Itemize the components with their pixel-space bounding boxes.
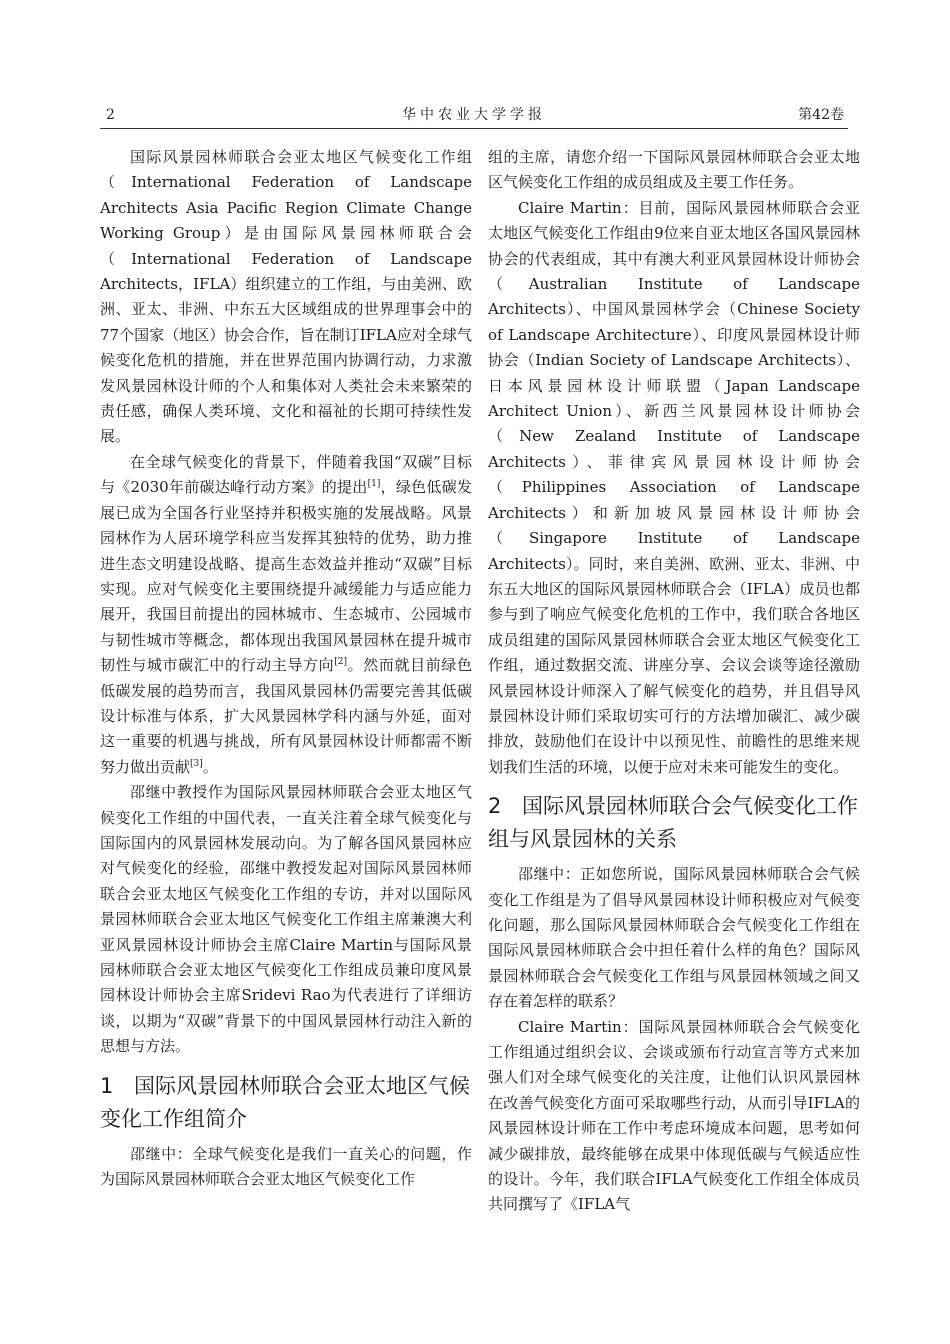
paragraph: 组的主席，请您介绍一下国际风景园林师联合会亚太地区气候变化工作组的成员组成及主要工作任务。 (488, 148, 860, 192)
section-title: 国际风景园林师联合会亚太地区气候变化工作组简介 (100, 1073, 470, 1131)
paragraph: 邵继中：全球气候变化是我们一直关心的问题，作为国际风景园林师联合会亚太地区气候变化工作 (100, 1144, 472, 1189)
text-run: 。 (202, 757, 218, 776)
left-column (100, 145, 472, 1192)
section-heading (488, 790, 860, 856)
citation-ref[interactable]: [1] (367, 479, 381, 490)
page-number: 2 (106, 107, 115, 123)
paragraph: Claire Martin：国际风景园林师联合会气候变化工作组通过组织会议、会谈或颁布行动宣言等方式来加强人们对全球气候变化的关注度，让他们认识风景园林在改善气候变化方面可采取哪些行动，从而引导IFLA的风景园林设计师在工作中考虑环境成本问题，思考如何减少碳排放，最终能够在成果中体现低碳与气候适应性的设计。今年，我们联合IFLA气候变化工作组全体成员共同撰写了《IFLA气 (488, 1017, 860, 1214)
paragraph: Claire Martin：目前，国际风景园林师联合会亚太地区气候变化工作组由9位来自亚太地区各国风景园林协会的代表组成，其中有澳大利亚风景园林设计师协会（Australian Institute of Landscape Architects）、中国风景园林学会（Chinese Society of Landscape Architecture）、印度风景园林设计师协会（Indian Society of Landscape Architects）、日本风景园林设计师联盟（Japan Landscape Architect Union）、新西兰风景园林设计师协会（New Zealand Institute of Landscape Architects）、菲律宾风景园林设计师协会（Philippines Association of Landscape Architects）和新加坡风景园林设计师协会（Singapore Institute of Landscape Architects）。同时，来自美洲、欧洲、亚太、非洲、中东五大地区的国际风景园林师联合会（IFLA）成员也都参与到了响应气候变化危机的工作中，我们联合各地区成员组建的国际风景园林师联合会亚太地区气候变化工作组，通过数据交流、讲座分享、会议会谈等途径激励风景园林设计师深入了解气候变化的趋势，并且倡导风景园林设计师们采取切实可行的方法增加碳汇、减少碳排放，鼓励他们在设计中以预见性、前瞻性的思维来规划我们生活的环境，以便于应对未来可能发生的变化。 (488, 198, 860, 776)
citation-ref[interactable]: [2] (334, 657, 348, 668)
paragraph: 邵继中教授作为国际风景园林师联合会亚太地区气候变化工作组的中国代表，一直关注着全球气候变化与国际国内的风景园林发展动向。为了解各国风景园林应对气候变化的经验，邵继中教授发起对国际风景园林师联合会亚太地区气候变化工作组的专访，并对以国际风景园林师联合会亚太地区气候变化工作组主席兼澳大利亚风景园林设计师协会主席Claire Martin与国际风景园林师联合会亚太地区气候变化工作组成员兼印度风景园林设计师协会主席Sridevi Rao为代表进行了详细访谈，以期为“双碳”背景下的中国风景园林行动注入新的思想与方法。 (100, 783, 472, 1056)
section-number: 2 (488, 794, 502, 819)
header-rule (100, 128, 848, 129)
citation-ref[interactable]: [3] (190, 758, 203, 769)
section-title: 国际风景园林师联合会气候变化工作组与风景园林的关系 (488, 794, 858, 852)
text-run: ，绿色低碳发展已成为全国各行业坚持并积极实施的发展战略。风景园林作为人居环境学科应当发挥其独特的优势，助力推进生态文明建设战略、提高生态效益并推动“双碳”目标实现。应对气候变化主要围绕提升减缓能力与适应能力展开，我国目前提出的园林城市、生态城市、公园城市与韧性城市等概念，都体现出我国风景园林在提升城市韧性与城市碳汇中的行动主导方向 (100, 478, 472, 675)
journal-title: 华中农业大学学报 (402, 107, 546, 123)
text-run: 。然而就目前绿色低碳发展的趋势而言，我国风景园林仍需要完善其低碳设计标准与体系，扩大风景园林学科内涵与外延，面对这一重要的机遇与挑战，所有风景园林设计师都需不断努力做出贡献 (100, 656, 472, 776)
paragraph: 邵继中：正如您所说，国际风景园林师联合会气候变化工作组是为了倡导风景园林设计师积极应对气候变化问题，那么国际风景园林师联合会气候变化工作组在国际风景园林师联合会中担任着什么样的角色？国际风景园林师联合会气候变化工作组与风景园林领域之间又存在着怎样的联系？ (488, 865, 860, 1011)
right-column (488, 145, 860, 1218)
paragraph: 国际风景园林师联合会亚太地区气候变化工作组（International Federation of Landscape Architects Asia Pacific Region Climate Change Working Group）是由国际风景园林师联合会（International Federation of Landscape Architects，IFLA）组织建立的工作组，与由美洲、欧洲、亚太、非洲、中东五大区域组成的世界理事会中的77个国家（地区）协会合作，旨在制订IFLA应对全球气候变化危机的措施，并在世界范围内协调行动，力求激发风景园林设计师的个人和集体对人类社会未来繁荣的责任感，确保人类环境、文化和福祉的长期可持续性发展。 (100, 148, 472, 446)
section-number: 1 (100, 1073, 114, 1098)
section-heading (100, 1070, 472, 1136)
paragraph (100, 450, 472, 780)
running-header (100, 103, 848, 127)
volume-label: 第42卷 (798, 107, 844, 123)
text-run: 在全球气候变化的背景下，伴随着我国“双碳”目标与《2030年前碳达峰行动方案》的提出 (100, 452, 472, 497)
